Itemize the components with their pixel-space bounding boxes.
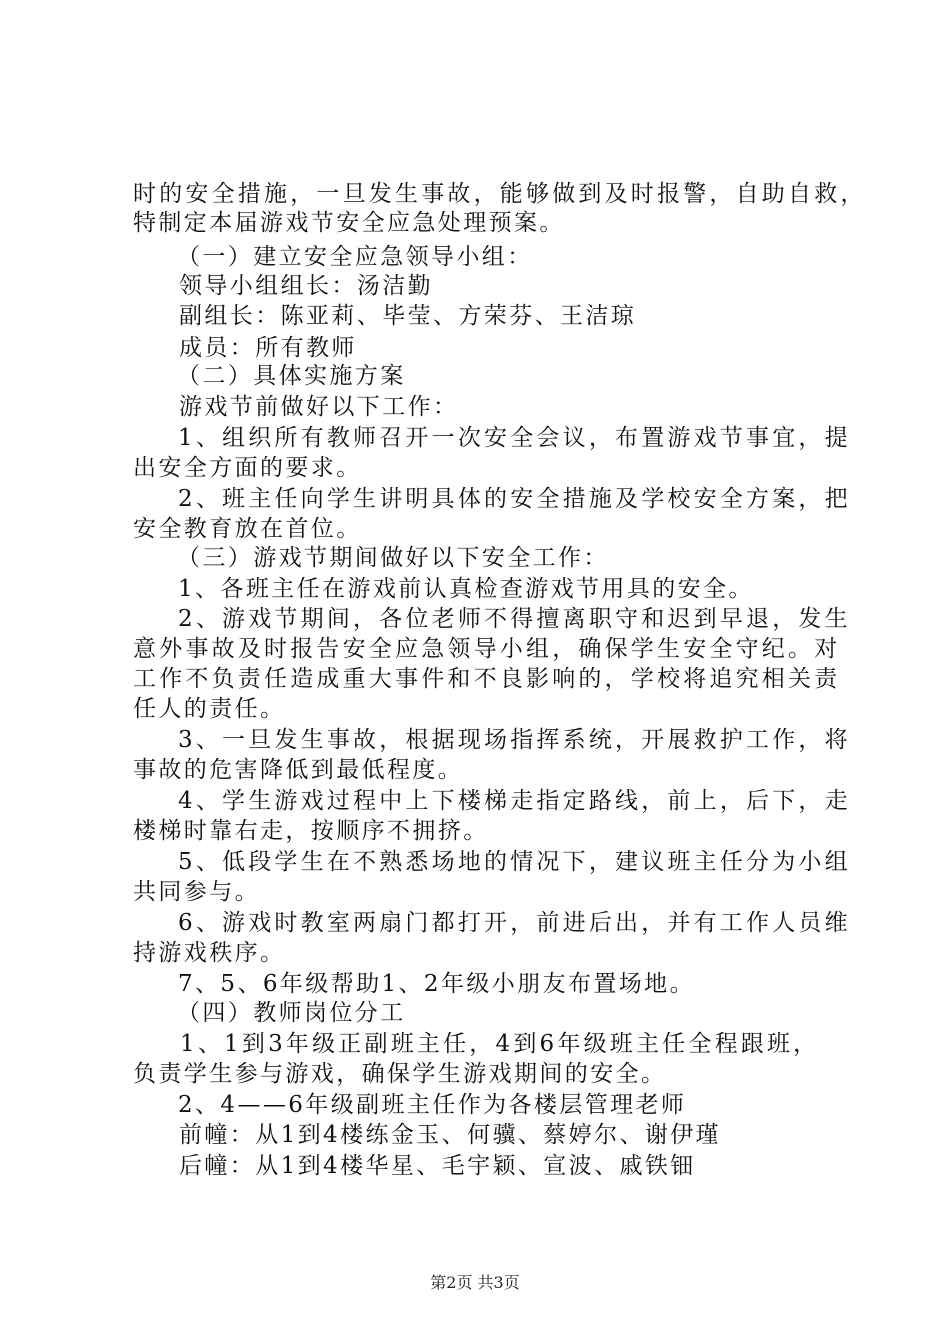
text-line: 工作不负责任造成重大事件和不良影响的，学校将追究相关责: [133, 666, 841, 692]
text-line: 4、学生游戏过程中上下楼梯走指定路线，前上，后下，走: [178, 788, 851, 814]
text-line: 负责学生参与游戏，确保学生游戏期间的安全。: [133, 1061, 667, 1087]
text-line: 意外事故及时报告安全应急领导小组，确保学生安全守纪。对: [133, 636, 841, 662]
text-line: 安全教育放在首位。: [133, 516, 362, 542]
text-line: 1、1到3年级正副班主任，4到6年级班主任全程跟班，: [180, 1031, 820, 1057]
text-line: 3、一旦发生事故，根据现场指挥系统，开展救护工作，将: [178, 727, 851, 753]
text-line: 特制定本届游戏节安全应急处理预案。: [133, 210, 565, 236]
text-line: 时的安全措施，一旦发生事故，能够做到及时报警，自助自救，: [133, 181, 867, 207]
text-line: 楼梯时靠右走，按顺序不拥挤。: [133, 818, 489, 844]
text-line: 7、5、6年级帮助1、2年级小朋友布置场地。: [178, 971, 695, 997]
text-line: 出安全方面的要求。: [133, 455, 362, 481]
text-line: 6、游戏时教室两扇门都打开，前进后出，并有工作人员维: [178, 910, 851, 936]
text-line: 前幢：从1到4楼练金玉、何骥、蔡婷尔、谢伊瑾: [179, 1122, 722, 1148]
text-line: 副组长：陈亚莉、毕莹、方荣芬、王洁琼: [179, 303, 637, 329]
text-line: 共同参与。: [133, 879, 260, 905]
text-line: 成员：所有教师: [179, 335, 357, 361]
text-line: 持游戏秩序。: [133, 940, 286, 966]
text-line: 领导小组组长：汤洁勤: [179, 273, 433, 299]
text-line: 2、游戏节期间，各位老师不得擅离职守和迟到早退，发生: [178, 606, 851, 632]
text-line: 1、各班主任在游戏前认真检查游戏节用具的安全。: [178, 576, 754, 602]
text-line: 事故的危害降低到最低程度。: [133, 757, 464, 783]
text-line: 任人的责任。: [133, 696, 286, 722]
section-heading: （四）教师岗位分工: [177, 1000, 406, 1026]
text-line: 2、4——6年级副班主任作为各楼层管理老师: [178, 1092, 687, 1118]
section-heading: （一）建立安全应急领导小组：: [177, 244, 533, 270]
text-line: 1、组织所有教师召开一次安全会议，布置游戏节事宜，提: [178, 425, 851, 451]
text-line: 后幢：从1到4楼华星、毛宇颖、宣波、戚铁钿: [179, 1153, 696, 1179]
section-heading: （三）游戏节期间做好以下安全工作：: [177, 545, 609, 571]
text-line: 5、低段学生在不熟悉场地的情况下，建议班主任分为小组: [178, 849, 851, 875]
text-line: 游戏节前做好以下工作：: [179, 394, 459, 420]
section-heading: （二）具体实施方案: [177, 363, 406, 389]
page-number-footer: 第2页 共3页: [430, 1273, 520, 1292]
text-line: 2、班主任向学生讲明具体的安全措施及学校安全方案，把: [178, 486, 851, 512]
